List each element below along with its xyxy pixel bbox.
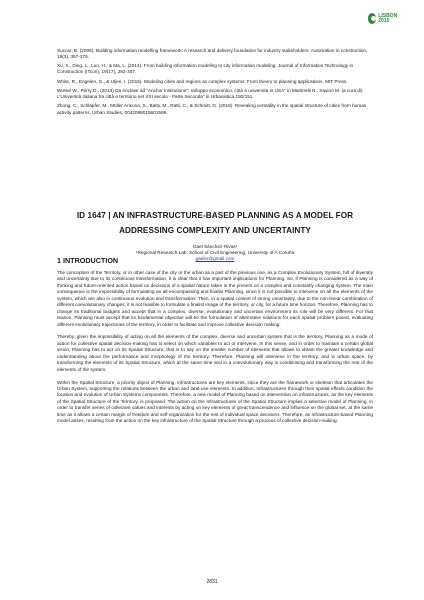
reference-item: Succar, B. (2009). Building information modelling framework: A research and delivery foundation for industry stakeholders. Automation in construction, 18(3), 357-375. bbox=[57, 48, 368, 60]
body-text bbox=[57, 270, 373, 431]
reference-list bbox=[57, 48, 373, 119]
logo-mark-icon bbox=[368, 13, 376, 24]
logo-text: LISBON 2015 bbox=[378, 12, 398, 24]
body-paragraph: Within the Spatial Structure, a priority object of Planning, Infrastructures are key elements, since they are the framework or skeleton that articulates the Urban System, supporting the relations between the urban and land-use elements. In addition, Infrastructures through their spatial effects condition the location and evolution of Urban Systems components. Therefore, a new model of Planning based on intervention on infrastructures, as the key elements of the Spatial Structure of the Territory, is proposed. The action on the Infrastructures of the Spatial Structure implies a selective model of Planning, in order to transfer series of collective values and interests by acting on key elements of great transcendence and influence on the global set, at the same time as it allows a certain margin of freedom and self-organization for the rest of individual space decisions. Therefore, an infrastructure-based Planning model arises, resulting from the action on the key infrastructure of the Spatial Structure through a process of collective decision-making. bbox=[57, 379, 373, 424]
reference-item: Wiesel W., Perry D., (2013) Da enclave ad “Anchor institutione”: sviluppo economico, città e università in USA” in Martinelli N., Savino M. (a cura di) L’Università italiana tra città e territorio nel XXI secolo - Parte Seconda” in Urbanistica 150/151. bbox=[57, 88, 363, 100]
paper-title-line-2: ADDRESSING COMPLEXITY AND UNCERTAINTY bbox=[119, 226, 311, 235]
paper-header bbox=[57, 208, 373, 262]
paper-title bbox=[57, 208, 373, 238]
paper-title-line-1: ID 1647 | AN INFRASTRUCTURE-BASED PLANNING AS A MODEL FOR bbox=[76, 211, 354, 220]
body-paragraph: The conception of the Territory, or in other case of the city or the urban as a part of the previous one, as a Complex Evolutionary System, full of diversity and uncertainty due to its continuous transformation, it is clear that it has important implications for Planning. So, if Planning is considered as a way of thinking and future-oriented action based on decisions of a spatial nature taken in the present on a complex and constantly changing system. The main consequence is the impossibility of formulating an all-encompassing and finalist Planning, since it is not possible to intervene on all the elements of the system, which are also in continuous evolution and transformation. Then, in a spatial context of strong uncertainty, due to the non-linear combination of different coevolutionary changes, it is not feasible to formulate a finalist image of the territory, or city, for a future time horizon. Therefore, Planning has to change its traditional budgets and accept that in a complex, diverse, evolutionary and uncertain environment its role will be very different. For that reason, Planning must accept that its fundamental objective will be the formulation of alternative solutions for each spatial problem posed, evaluating different evolutionary trajectories of the territory, in order to facilitate and improve collective decision making. bbox=[57, 270, 373, 327]
page-number: 2831 bbox=[206, 579, 218, 585]
body-paragraph: Thereby, given the impossibility of acting on all the elements of the complex, diverse and uncertain system that is the territory, Planning as a mode of action for collective spatial decision-making has to select on which variables to act or intervene. In this sense, and in order to maintain a certain global vision, Planning has to act on its Spatial Structure, that is to say on the smaller number of elements that allows to obtain the greater knowledge and understanding about the performance and morphology of the territory. Therefore, Planning will intervene in the territory, and in urban space, by transforming the elements of its Spatial Structure, which at the same time and in a coevolutionary way is conditioning and transforming the rest of the elements of the system. bbox=[57, 334, 373, 372]
reference-item: Xu, X., Ding, L., Luo, H., & Ma, L. (2014). From building information modeling to city information modeling. Journal of Information Technology in Construction (ITcon), 19(17), 292-307. bbox=[57, 63, 354, 75]
reference-item: White, R., Engelen, G., & Uljee, I. (2015). Modeling cities and regions as complex systems: From theory to planning applications. MIT Press. bbox=[57, 78, 348, 84]
conference-logo bbox=[368, 11, 402, 26]
section-heading: 1 INTRODUCTION bbox=[57, 256, 119, 265]
author-email-link[interactable]: gaelsr@gmail.com bbox=[195, 256, 235, 261]
author-affiliation: ¹Regional Research Lab. School of Civil Engineering, University of A Coruña bbox=[135, 250, 295, 255]
author-name: Gael Sánchez-Rivas¹ bbox=[192, 244, 238, 249]
reference-item: Zhong, C., Schläpfer, M., Müller Arisona, S., Batty, M., Ratti, C., & Schmitt, G. (2015). Revealing centrality in the spatial structure of cities from human activity patterns. Urban Studies, 0042098015601599. bbox=[57, 103, 367, 115]
